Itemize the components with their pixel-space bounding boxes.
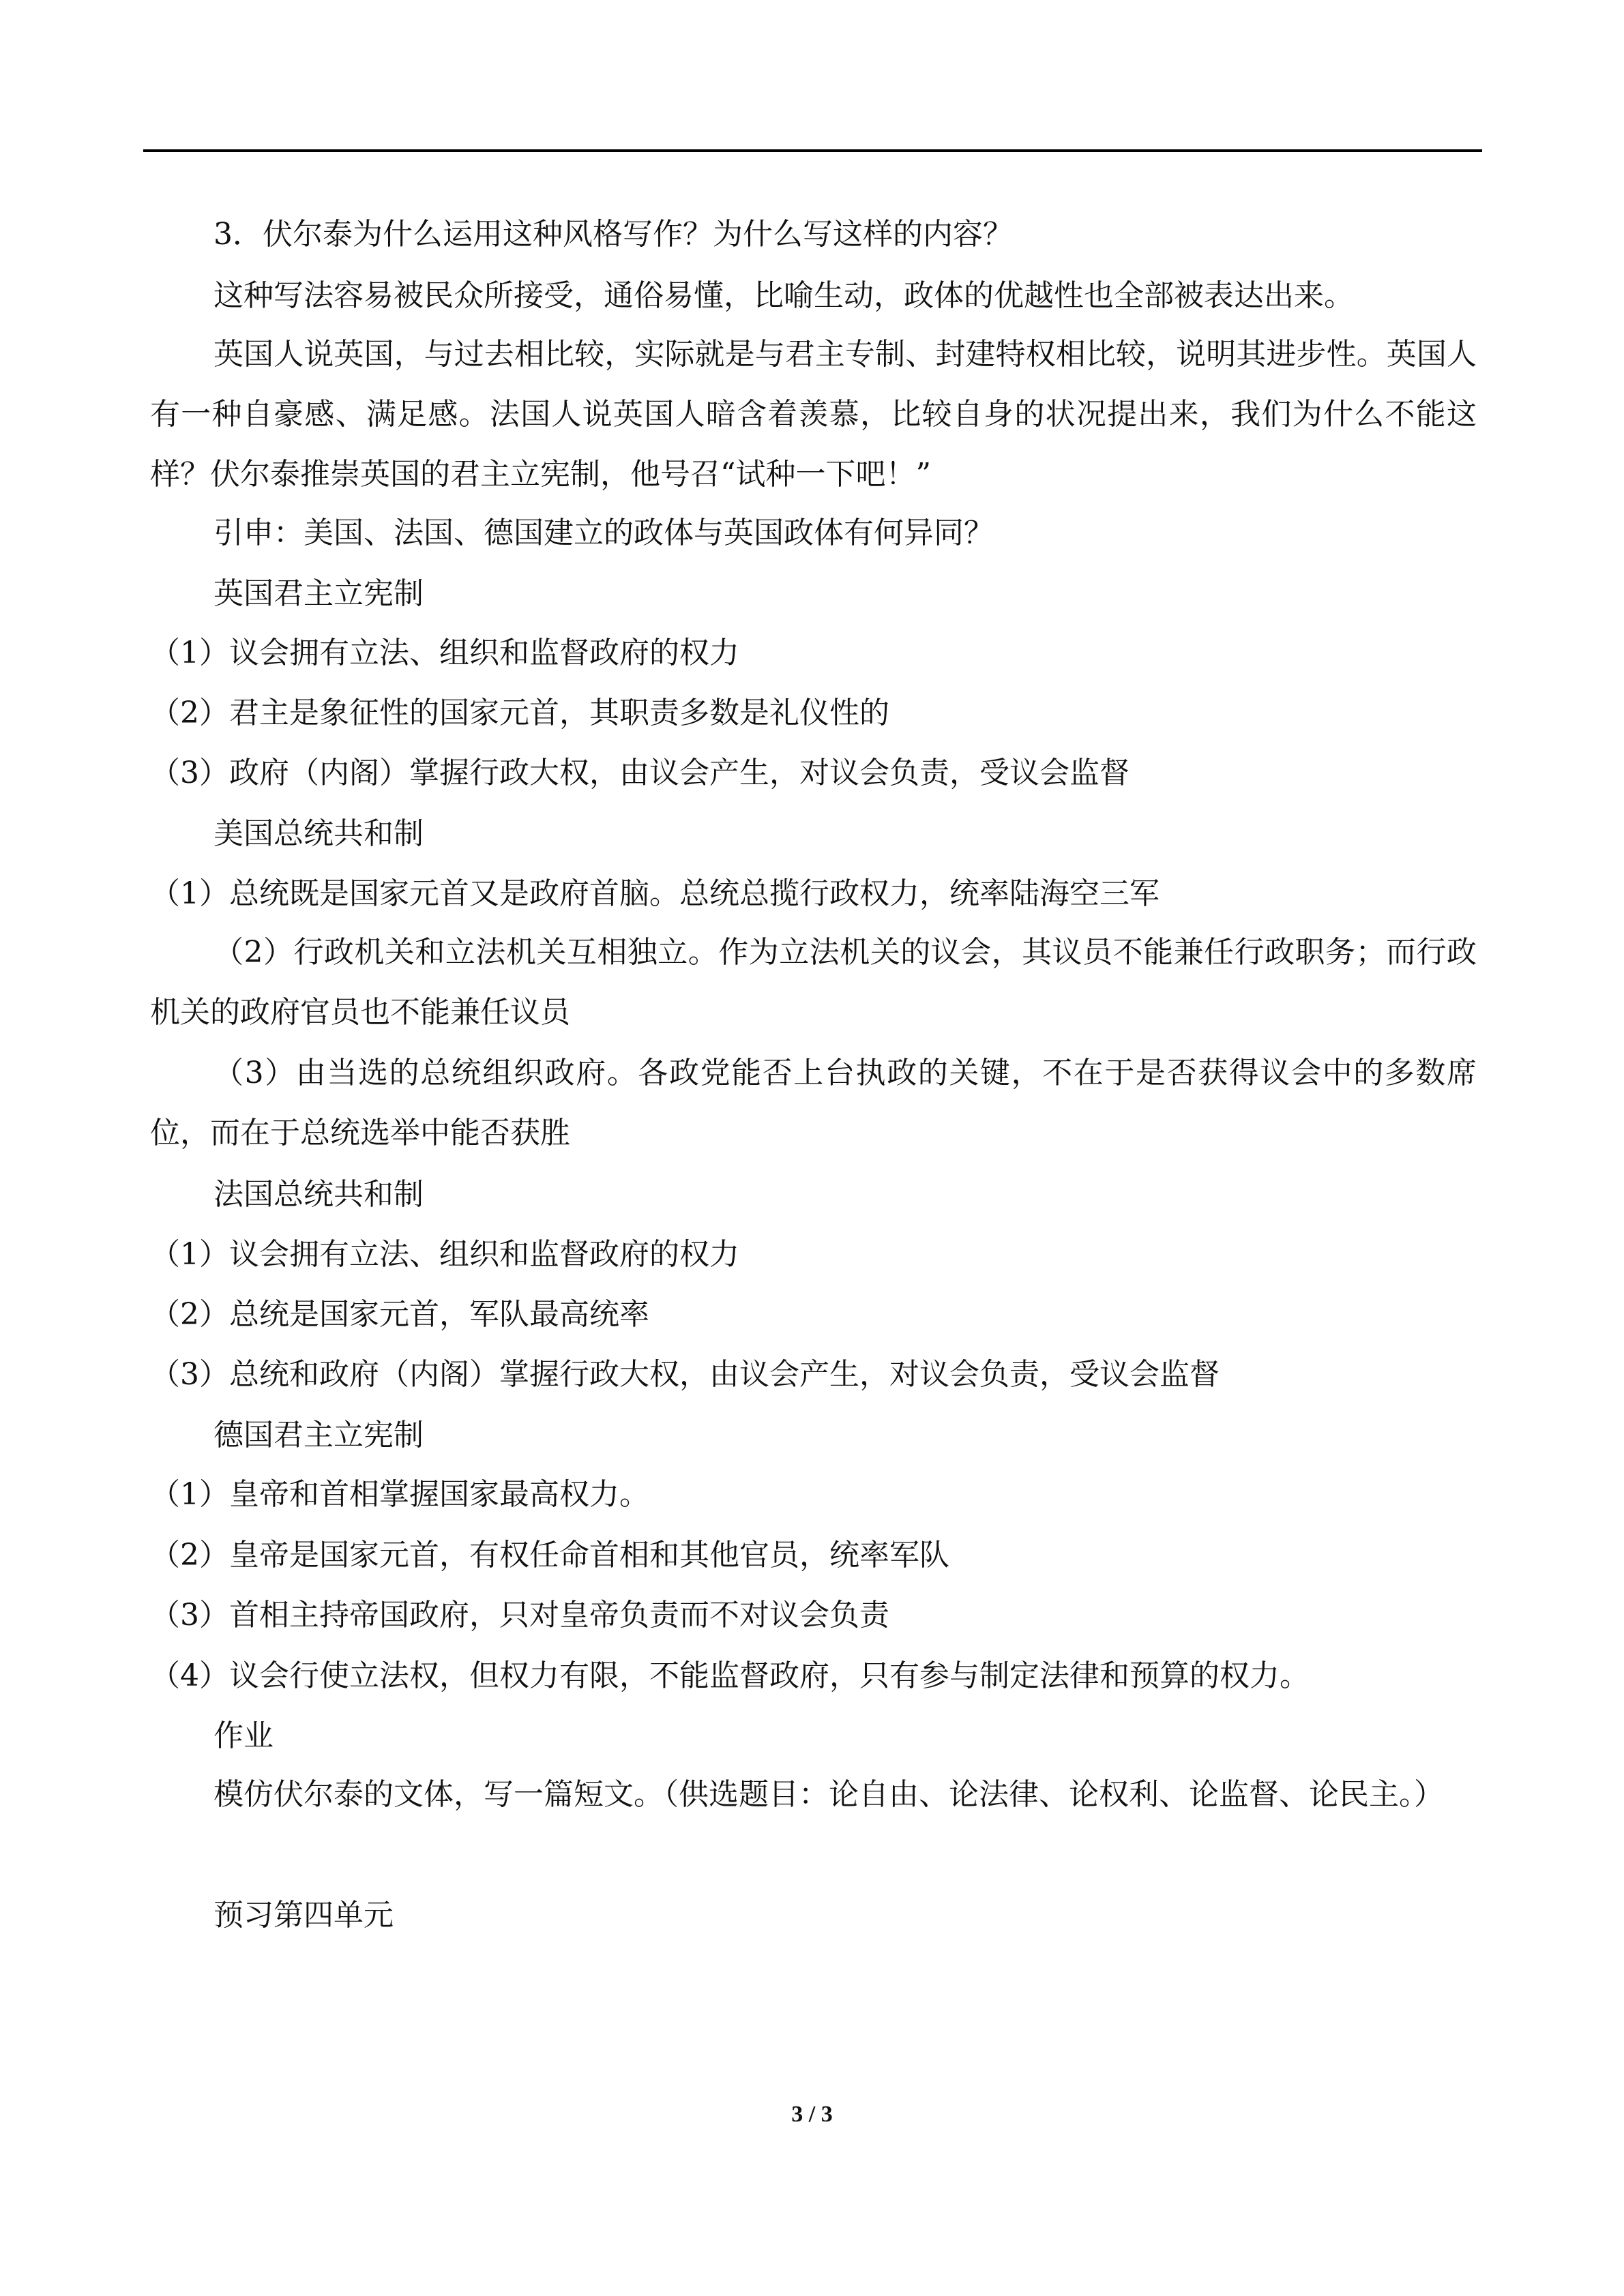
section-heading: 英国君主立宪制 [213, 576, 424, 611]
list-item: （1）皇帝和首相掌握国家最高权力。 [150, 1477, 649, 1512]
list-item: （2）君主是象征性的国家元首，其职责多数是礼仪性的 [150, 696, 889, 730]
list-item: （2）总统是国家元首，军队最高统率 [150, 1297, 649, 1332]
question-heading: 3．伏尔泰为什么运用这种风格写作？为什么写这样的内容？ [213, 217, 1013, 252]
body-paragraph: 模仿伏尔泰的文体，写一篇短文。（供选题目：论自由、论法律、论权利、论监督、论民主。） [213, 1777, 1444, 1812]
list-item: （4）议会行使立法权，但权力有限，不能监督政府，只有参与制定法律和预算的权力。 [150, 1658, 1310, 1693]
section-heading: 作业 [213, 1718, 274, 1753]
list-item: （1）议会拥有立法、组织和监督政府的权力 [150, 1237, 739, 1272]
section-heading: 德国君主立宪制 [213, 1418, 424, 1452]
list-item: （3）总统和政府（内阁）掌握行政大权，由议会产生，对议会负责，受议会监督 [150, 1357, 1220, 1392]
list-item: （2）行政机关和立法机关互相独立。作为立法机关的议会，其议员不能兼任行政职务；而行政机关的政府官员也不能兼任议员 [150, 935, 1477, 1030]
page-number: 3 / 3 [791, 2102, 833, 2127]
list-item: （3）由当选的总统组织政府。各政党能否上台执政的关键，不在于是否获得议会中的多数席位，而在于总统选举中能否获胜 [150, 1056, 1477, 1150]
body-paragraph: 引申：美国、法国、德国建立的政体与英国政体有何异同？ [213, 516, 994, 550]
body-paragraph: 预习第四单元 [213, 1898, 394, 1933]
body-paragraph: 英国人说英国，与过去相比较，实际就是与君主专制、封建特权相比较，说明其进步性。英国人有一种自豪感、满足感。法国人说英国人暗含着羡慕，比较自身的状况提出来，我们为什么不能这样？伏尔泰推崇英国的君主立宪制，他号召“试种一下吧！” [150, 337, 1477, 492]
list-item: （2）皇帝是国家元首，有权任命首相和其他官员，统率军队 [150, 1538, 949, 1572]
list-item: （1）议会拥有立法、组织和监督政府的权力 [150, 636, 739, 670]
section-heading: 美国总统共和制 [213, 816, 424, 851]
list-item: （3）首相主持帝国政府，只对皇帝负责而不对议会负责 [150, 1598, 889, 1632]
header-rule [143, 149, 1482, 152]
list-item: （3）政府（内阁）掌握行政大权，由议会产生，对议会负责，受议会监督 [150, 756, 1130, 790]
body-paragraph: 这种写法容易被民众所接受，通俗易懂，比喻生动，政体的优越性也全部被表达出来。 [213, 278, 1354, 313]
list-item: （1）总统既是国家元首又是政府首脑。总统总揽行政权力，统率陆海空三军 [150, 876, 1160, 911]
section-heading: 法国总统共和制 [213, 1177, 424, 1212]
